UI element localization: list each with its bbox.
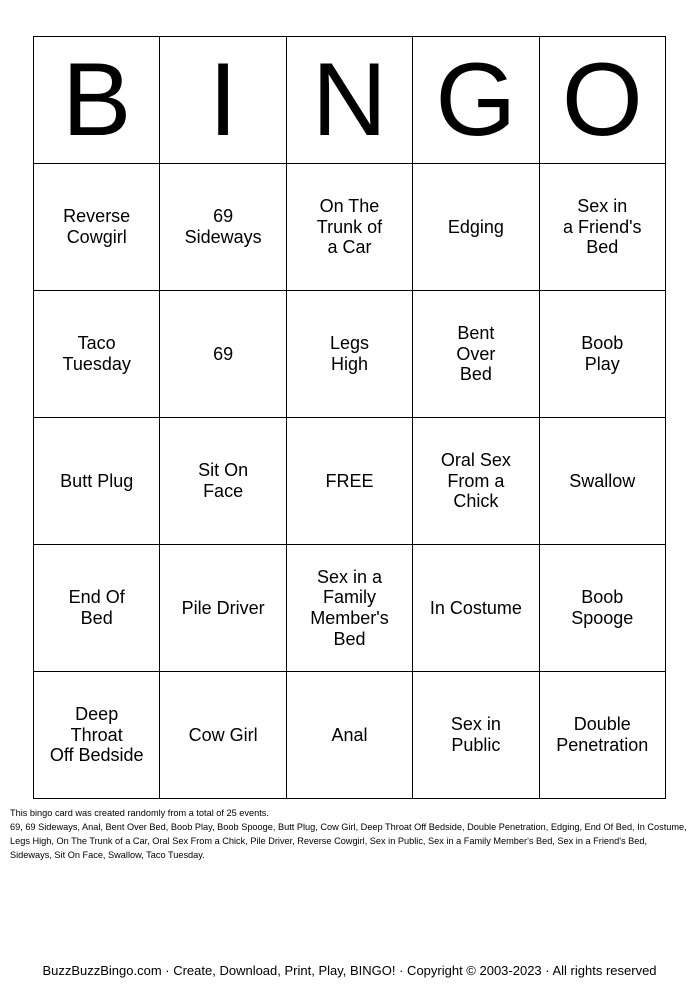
card-cell: Deep Throat Off Bedside [34,672,160,799]
header-letter-i: I [160,37,286,164]
card-cell: Anal [286,672,412,799]
card-cell: On The Trunk of a Car [286,164,412,291]
card-cell: Cow Girl [160,672,286,799]
card-cell: Swallow [539,418,665,545]
card-row [34,672,666,799]
card-cell: Reverse Cowgirl [34,164,160,291]
header-letter-b: B [34,37,160,164]
header-row [34,37,666,164]
card-row [34,545,666,672]
header-letter-o: O [539,37,665,164]
card-row [34,418,666,545]
card-cell: 69 Sideways [160,164,286,291]
card-cell: Sex in Public [413,672,539,799]
card-cell: Boob Spooge [539,545,665,672]
card-row [34,164,666,291]
card-cell: Bent Over Bed [413,291,539,418]
bingo-card [33,36,666,799]
free-space-cell: FREE [286,418,412,545]
card-description-intro: This bingo card was created randomly from a total of 25 events. [10,808,269,818]
card-cell: Legs High [286,291,412,418]
card-cell: End Of Bed [34,545,160,672]
card-description [10,806,690,862]
card-cell: Boob Play [539,291,665,418]
card-cell: Double Penetration [539,672,665,799]
card-cell: Sex in a Friend's Bed [539,164,665,291]
card-cell: Butt Plug [34,418,160,545]
card-events-list: 69, 69 Sideways, Anal, Bent Over Bed, Boob Play, Boob Spooge, Butt Plug, Cow Girl, Deep Throat Off Bedside, Double Penetration, Edging, End Of Bed, In Costume, Legs High, On The Trunk of a Car, Oral Sex From a Chick, Pile Driver, Reverse Cowgirl, Sex in Public, Sex in a Family Member's Bed, Sex in a Friend's Bed, Sideways, Sit On Face, Swallow, Taco Tuesday. [10,822,687,860]
card-cell: Sex in a Family Member's Bed [286,545,412,672]
header-letter-n: N [286,37,412,164]
card-cell: In Costume [413,545,539,672]
card-cell: Edging [413,164,539,291]
card-row [34,291,666,418]
site-footer: BuzzBuzzBingo.com · Create, Download, Print, Play, BINGO! · Copyright © 2003-2023 · All rights reserved [42,963,657,978]
card-cell: 69 [160,291,286,418]
card-cell: Taco Tuesday [34,291,160,418]
header-letter-g: G [413,37,539,164]
card-cell: Oral Sex From a Chick [413,418,539,545]
card-cell: Sit On Face [160,418,286,545]
card-cell: Pile Driver [160,545,286,672]
